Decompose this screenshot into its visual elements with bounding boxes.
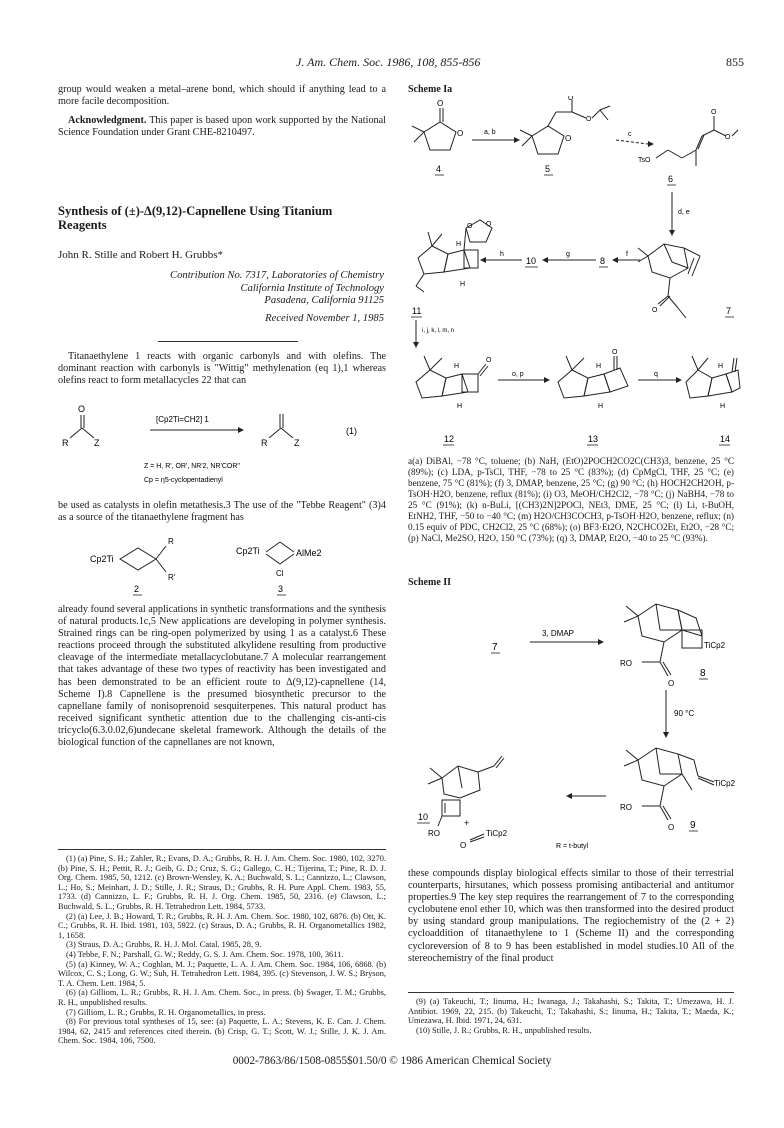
affiliation-line-1: Contribution No. 7317, Laboratories of Chemistry [170,270,384,281]
s2-carbonyl-o-8: O [668,679,675,688]
struct2-r: R [168,537,174,546]
s2-ticp2-8: TiCp2 [704,641,726,650]
arrow-de-label: d, e [678,209,690,216]
article-title: Synthesis of (±)-Δ(9,12)-Capnellene Using Titanium Reagents [58,204,333,232]
received-date: Received November 1, 1985 [265,312,384,324]
s2-start-compound: 7 [492,642,498,653]
footnote-rule-left [58,849,386,850]
affiliation [120,270,384,325]
c12-oxo: O [486,357,492,364]
compound-5-label: 5 [545,164,551,174]
left-column-top [58,84,386,139]
arrow-c-label: c [628,131,632,138]
arrow-ab-label: a, b [484,129,496,136]
compound-14-label: 14 [720,434,731,444]
s2-ticp2-9: TiCp2 [714,779,736,788]
compound-14-structure [686,356,740,398]
footnote-10: (10) Stille, J. R.; Grubbs, R. H., unpublished results. [416,1025,592,1035]
scheme-1-label: Scheme Ia [408,84,453,95]
footnote-7: (7) Gilliom, L. R.; Grubbs, R. H. Organometallics, in press. [66,1007,266,1017]
arrow-ijklmn-label: i, j, k, l, m, n [422,328,455,334]
body-paragraph-3: already found several applications in synthetic transformations and the synthesis of natural products.1c,5 New applications are developing in polymer synthesis. Strained rings can be ring-open polymerized by using 1 as a catalyst.6 These reactions proceed through the substituted alkylidene resulting from productive cleavage of the intermediate metallacyclobutane.7 A molecular rearrangement that takes advantage of these two types of reactivity has been investigated and has been demonstrated to be an efficient route to Δ(9,12)-capnellene (14, Scheme I).8 Capnellene is the presumed biosynthetic precursor to the capnellane family of nonisoprenoid sesquiterpenes. This natural product has received significant synthetic attention due to the challenging cis-anti-cis tricyclo(6.3.0.02,6)undecane skeletal framework. Although the details of the biological function of the capnellanes are not known, [58,604,386,749]
footnote-1: (1) (a) Pine, S. H.; Zahler, R.; Evans, D. A.; Grubbs, R. H. J. Am. Chem. Soc. 1980, 102, 3270. (b) Pine, S. H.; Pettit, R. J.; Geib, G. D.; Cruz, S. G.; Gallego, C. H.; Tijerina, T.; Pine, R. D. J. Org. Chem. 1985, 50, 1212. (c) Brown-Wensley, K. A.; Buchwald, S. L.; Cannizzo, L.; Clawson, L.; Ho, S.; Meinhart, J. D.; Stille, J. R.; Straus, D.; Grubbs, R. H. Pure Appl. Chem. 1983, 55, 1733. (d) Cannizzo, L. F.; Grubbs, R. H. J. Org. Chem. 1985, 50, 2316. (e) Clawson, L.; Buchwald, S. L.; Grubbs, R. H. Tetrahedron Lett. 1984, 5733. [58,854,386,911]
svg-text:+: + [464,818,470,828]
footnote-3: (3) Straus, D. A.; Grubbs, R. H. J. Mol. Catal. 1985, 28, 9. [66,940,262,950]
c11-o-2: O [486,221,492,228]
s2-ro-10: RO [428,829,440,838]
arrow-h-label: h [500,251,504,258]
c6-tso: TsO [638,157,651,164]
arrow-q-label: q [654,371,658,378]
struct3-cl: Cl [276,569,284,578]
arrow-g-label: g [566,251,570,258]
footnote-6: (6) (a) Gilliom, L. R.; Grubbs, R. H. J. Am. Chem. Soc., in press. (b) Swager, T. M.; Grubbs, R. H., unpublished results. [58,988,386,1007]
footnote-8: (8) For previous total syntheses of 15, see: (a) Paquette, L. A.; Stevens, K. E. Can. J. Chem. 1984, 62, 2415 and references cited therein. (b) Crisp, G. T.; Scott, W. J.; Stille, J. K. J. Am. Chem. Soc. 1984, 106, 7500. [58,1017,386,1046]
acknowledgment-label: Acknowledgment. [68,115,147,127]
footnote-9: (9) (a) Takeuchi, T.; Iinuma, H.; Iwanaga, J.; Takahashi, S.; Takita, T.; Umezawa, H. J. Antibiot. 1969, 22, 215. (b) Takeuchi, T.; Takahashi, S.; Iinuma, H.; Takita, T.; Maeda, K.; Umezawa, H. Ibid. 1971, 24, 631. [408,997,734,1026]
compound-13-structure [558,356,628,398]
s2-compound-8: 8 [700,668,706,679]
c13-oxo: O [612,349,618,356]
s2-carbonyl-o-9: O [668,823,675,832]
eq1-legend-z: Z = H, R', OR', NR'2, NR'COR" [144,463,240,470]
svg-text:Z: Z [294,438,300,448]
compound-12-structure [416,356,488,398]
arrow-f-label: f [626,251,628,258]
svg-text:Z: Z [94,438,100,448]
acknowledgment [58,115,386,139]
c5-carbonyl-o: O [568,96,574,102]
svg-text:R: R [261,438,268,448]
c14-h-top: H [718,363,724,370]
compound-13-label: 13 [588,434,599,444]
compound-5-structure [520,100,610,154]
compound-6-structure [656,116,738,166]
struct3-ti: Cp2Ti [236,546,260,556]
scheme-1-row-2 [402,346,742,450]
eq1-carbonyl-o: O [78,404,86,414]
compound-11-structure [416,220,492,292]
compound-12-label: 12 [444,434,455,444]
s2-compound-10: 10 [418,812,429,822]
intro-paragraph: group would weaken a metal–arene bond, which should if anything lead to a more facile decomposition. [58,84,386,108]
compound-9-structure [624,748,714,820]
affiliation-line-2: California Institute of Technology [240,282,384,294]
c13-h-bottom: H [598,403,604,410]
footnote-2: (2) (a) Lee, J. B.; Howard, T. R.; Grubbs, R. H. J. Am. Chem. Soc. 1980, 102, 6876. (b) Ott, K. C.; Grubbs, R. H. Ibid. 1981, 103, 5922. (c) Straus, D. A.; Grubbs, R. H. Organometallics 1982, 1, 1658. [58,911,386,940]
compound-7-label: 7 [726,306,732,316]
c7-carbonyl-o: O [652,307,658,314]
c4-oxo: O [437,99,444,108]
c4-ring-o: O [457,129,464,138]
compound-7-structure [638,244,700,318]
s2-reagent: 3, DMAP [542,629,575,638]
struct3-al: AlMe2 [296,548,322,558]
left-paragraph-1 [58,351,386,387]
acknowledgment-text: This paper is based upon work supported by the National Science Foundation under Grant CHE-8210497. [58,115,386,139]
c14-h-bottom: H [720,403,726,410]
s2-ticp2-10: TiCp2 [486,829,508,838]
scheme-2-label: Scheme II [408,577,452,588]
affiliation-line-3: Pasadena, California 91125 [264,295,384,306]
body-paragraph-2: be used as catalysts in olefin metathesis.3 The use of the "Tebbe Reagent" (3)4 as a source of the titanaethylene fragment has [58,500,386,524]
page-footer: 0002-7863/86/1508-0855$01.50/0 © 1986 American Chemical Society [232,1055,552,1067]
c5-ester-o: O [586,116,592,123]
compound-4-structure [412,108,456,150]
footnote-rule-right [408,992,734,993]
c11-h-bottom: H [460,281,466,288]
c6-ester-o: O [725,134,731,141]
equation-1 [58,400,388,500]
journal-citation: J. Am. Chem. Soc. 1986, 108, 855-856 [296,55,481,69]
footnotes-right [408,997,734,1035]
c11-h-top: H [456,241,462,248]
eq1-reagent: [Cp2Ti=CH2] 1 [156,415,209,424]
arrow-op-label: o, p [512,371,524,378]
compound-10-label: 10 [526,256,537,266]
footnote-5: (5) (a) Kinney, W. A.; Coghlan, M. J.; Paquette, L. A. J. Am. Chem. Soc. 1984, 106, 6868. (b) Wilcox, C. S.; Long, G. W.; Suh, H. Tetrahedron Lett. 1984, 395. (c) Stevenson, J. W. S.; Bryson, T. A. Chem. Lett. 1984, 5. [58,959,386,988]
s2-r-definition: R = t-butyl [556,843,589,850]
struct2-ti: Cp2Ti [90,554,114,564]
eq1-legend-cp: Cp = η5-cyclopentadienyl [144,477,223,484]
structures-2-3 [90,534,350,604]
compound-6-label: 6 [668,174,674,184]
s2-ro-8: RO [620,659,632,668]
compound-4-label: 4 [436,164,442,174]
compound-8-label: 8 [600,256,606,266]
struct3-label: 3 [278,584,284,594]
footnote-4: (4) Tebbe, F. N.; Parshall, G. W.; Reddy, G. S. J. Am. Chem. Soc. 1978, 100, 3611. [66,949,344,959]
right-paragraph-1 [408,868,734,965]
body-paragraph-right: these compounds display biological effects similar to those of their terrestrial counterparts, hirsutanes, which possess promising antibacterial and antitumor properties.9 The key step requires the rearrangement of 7 to the corresponding cyclobutene enol ether 10, which was then transformed into the desired product by using standard group manipulations. The regiochemistry of the (2 + 2) cycloaddition of titanaethylene to 1 (Scheme II) and the corresponding cycloreversion of 8 to 9 has been established in model studies.10 All of the stereochemistry of the final product [408,868,734,964]
struct2-label: 2 [134,584,140,594]
scheme-1-caption: a(a) DiBAl, −78 °C, toluene; (b) NaH, (EtO)2POCH2CO2C(CH3)3, benzene, 25 °C (89%); (c) LDA, p-TsCl, THF, −78 to 25 °C (83%); (d) CpMgCl, THF, 25 °C; (e) benzene, 75 °C (81%); (f) 3, DMAP, benzene, 25 °C; (g) 90 °C; (h) HOCH2CH2OH, p-TsOH·H2O, benzene, reflux (81%); (i) O3, MeOH/CH2Cl2, −78 °C; (j) NaBH4, −78 to 25 °C (91%); (k) n-BuLi, [(CH3)2N]2POCl, NEt3, DME, 25 °C; (l) Li, t-BuOH, EtNH2, THF, −50 to −40 °C; (m) H2O/CH3COCH3, p-TsOH·H2O, benzene, reflux; (n) 0.15 equiv of PDC, CH2Cl2, 25 °C (68%); (o) BF3·Et2O, N2CHCO2Et, Et2O, −28 °C; (p) NaCl, Me2SO, H2O, 150 °C (73%); (q) 3, DMAP, Et2O, −40 to 25 °C (93%). [408,456,734,543]
s2-o-10: O [460,841,467,850]
compound-11-label: 11 [412,306,422,316]
left-paragraph-3 [58,604,386,749]
left-paragraph-2 [58,500,386,524]
body-paragraph-1: Titanaethylene 1 reacts with organic carbonyls and with olefins. The dominant reaction with carbonyls is "Wittig" methylenation (eq 1),1 whereas olefins react to form metallacycles 22 that can [58,351,386,387]
scheme-1 [402,96,742,376]
scheme-2 [402,590,742,880]
authors: John R. Stille and Robert H. Grubbs* [58,249,223,261]
c6-carbonyl-o: O [711,109,717,116]
compound-8-structure [624,604,702,676]
footnotes-left [58,854,386,1046]
struct2-r2: R' [168,573,176,582]
s2-temperature: 90 °C [674,709,695,718]
c12-h-top: H [454,363,460,370]
svg-text:R: R [62,438,69,448]
divider [158,341,298,342]
eq1-number: (1) [346,426,357,436]
c13-h-top: H [596,363,602,370]
c12-h-bottom: H [457,403,463,410]
c11-o-1: O [467,223,473,230]
c5-ring-o: O [565,134,572,143]
s2-ro-9: RO [620,803,632,812]
s2-compound-9: 9 [690,820,696,831]
page-number: 855 [726,55,744,69]
